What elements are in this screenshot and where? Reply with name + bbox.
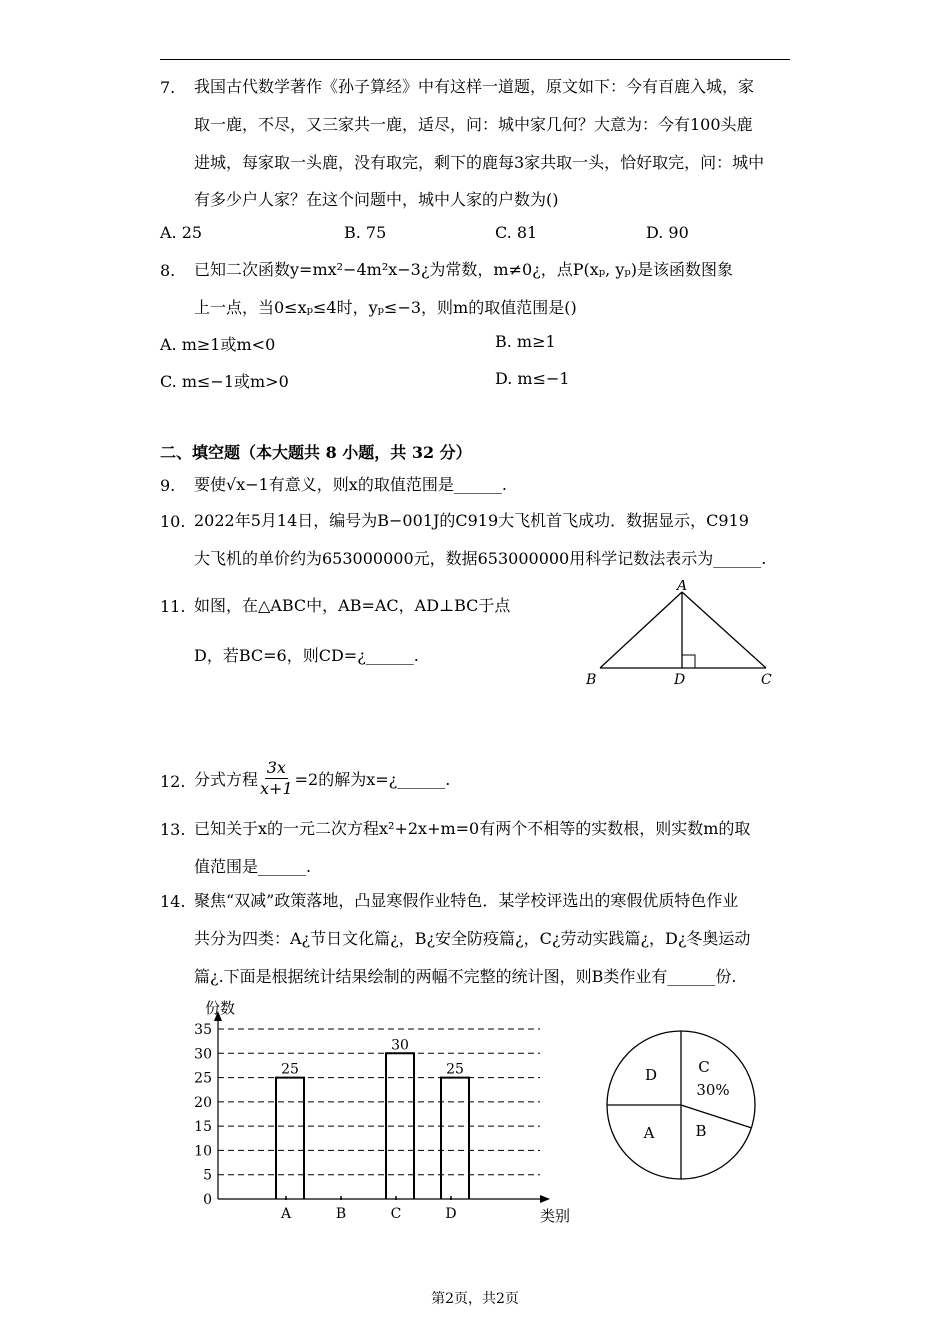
x-tick-label: C	[390, 1206, 402, 1222]
y-tick-label: 5	[203, 1167, 212, 1184]
y-tick-label: 15	[194, 1119, 212, 1136]
pie-divider	[681, 1105, 751, 1128]
q14-line2: 共分为四类：A¿节日文化篇¿，B¿安全防疫篇¿，C¿劳动实践篇¿，D¿冬奥运动	[194, 929, 751, 948]
q12-denominator: x+1	[260, 779, 293, 798]
q12-fraction	[260, 758, 293, 799]
q8-option-a: A. m≥1或m<0	[160, 335, 276, 354]
q7-line1: 我国古代数学著作《孙子算经》中有这样一道题，原文如下：今有百鹿入城，家	[194, 77, 755, 96]
q13-line1: 已知关于x的一元二次方程x²+2x+m=0有两个不相等的实数根，则实数m的取	[194, 819, 751, 838]
x-tick-label: A	[280, 1206, 292, 1222]
x-axis-arrow	[540, 1195, 550, 1203]
q8-line2: 上一点，当0≤xₚ≤4时，yₚ≤−3，则m的取值范围是()	[194, 298, 577, 317]
bar-chart	[180, 995, 590, 1230]
page-footer: 第2页，共2页	[431, 1291, 519, 1307]
label-d: D	[674, 672, 686, 688]
q12-equation	[194, 758, 450, 799]
q11-line1: 如图，在△ABC中，AB=AC，AD⊥BC于点	[194, 596, 511, 615]
y-tick-label: 20	[194, 1094, 212, 1111]
q12-suffix: =2的解为x=¿______.	[294, 770, 451, 789]
q11-line2: D，若BC=6，则CD=¿______.	[194, 646, 419, 665]
q9-number: 9.	[160, 476, 176, 495]
q10-line1: 2022年5月14日，编号为B−001J的C919大飞机首飞成功．数据显示，C919	[194, 511, 749, 530]
pie-label-B: B	[695, 1122, 707, 1140]
data-label-D: 25	[446, 1061, 464, 1078]
q8-option-c: C. m≤−1或m>0	[160, 372, 289, 391]
pie-label-D: D	[644, 1066, 658, 1084]
side-ab	[600, 592, 682, 668]
y-tick-label: 25	[194, 1070, 212, 1087]
q11-number: 11.	[160, 597, 186, 616]
x-axis-label: 类别	[540, 1207, 571, 1225]
q10-number: 10.	[160, 512, 186, 531]
y-axis-label: 份数	[205, 999, 236, 1017]
q7-line3: 进城，每家取一头鹿，没有取完，剩下的鹿每3家共取一头，恰好取完，问：城中	[194, 153, 765, 172]
right-angle-mark	[682, 655, 695, 668]
pie-label-A: A	[643, 1124, 655, 1142]
x-tick-label: B	[335, 1206, 347, 1222]
y-tick-label: 35	[194, 1022, 212, 1038]
data-label-C: 30	[391, 1037, 409, 1054]
q8-option-b: B. m≥1	[495, 332, 556, 351]
triangle-figure	[580, 580, 780, 690]
q12-number: 12.	[160, 772, 186, 791]
section-heading: 二、填空题（本大题共 8 小题，共 32 分）	[160, 443, 472, 462]
q7-line2: 取一鹿，不尽，又三家共一鹿，适尽，问：城中家几何？大意为：今有100头鹿	[194, 115, 753, 134]
q14-number: 14.	[160, 892, 186, 911]
y-tick-label: 0	[203, 1192, 212, 1208]
bar-D	[441, 1078, 469, 1199]
q7-option-c: C. 81	[495, 223, 538, 242]
q7-line4: 有多少户人家？在这个问题中，城中人家的户数为()	[194, 190, 559, 209]
bar-A	[276, 1078, 304, 1199]
q14-line1: 聚焦“双减”政策落地，凸显寒假作业特色．某学校评选出的寒假优质特色作业	[194, 891, 739, 910]
q12-numerator: 3x	[266, 758, 286, 777]
q8-line1: 已知二次函数y=mx²−4m²x−3¿为常数，m≠0¿，点P(xₚ, yₚ)是该函数图象	[194, 260, 734, 279]
q14-line3: 篇¿.下面是根据统计结果绘制的两幅不完整的统计图，则B类作业有______份.	[194, 967, 737, 986]
top-rule	[160, 59, 790, 60]
q8-number: 8.	[160, 261, 176, 280]
pie-annotation-c: 30%	[696, 1081, 730, 1099]
q7-option-b: B. 75	[344, 223, 387, 242]
label-b: B	[586, 672, 597, 688]
pie-label-C: C	[698, 1058, 710, 1076]
q7-option-d: D. 90	[646, 223, 689, 242]
q9-text: 要使√x−1有意义，则x的取值范围是______.	[194, 475, 507, 494]
q10-line2: 大飞机的单价约为653000000元，数据653000000用科学记数法表示为______.	[194, 549, 767, 568]
q12-prefix: 分式方程	[194, 770, 259, 789]
label-c: C	[761, 672, 772, 688]
q7-number: 7.	[160, 78, 176, 97]
q13-line2: 值范围是______.	[194, 857, 312, 876]
y-tick-label: 30	[194, 1046, 212, 1063]
pie-chart	[600, 1025, 765, 1190]
x-tick-label: D	[445, 1206, 457, 1222]
y-tick-label: 10	[194, 1143, 212, 1160]
q7-option-a: A. 25	[160, 223, 203, 242]
data-label-A: 25	[281, 1061, 299, 1078]
label-a: A	[677, 580, 688, 594]
q8-option-d: D. m≤−1	[495, 369, 570, 388]
q13-number: 13.	[160, 820, 186, 839]
